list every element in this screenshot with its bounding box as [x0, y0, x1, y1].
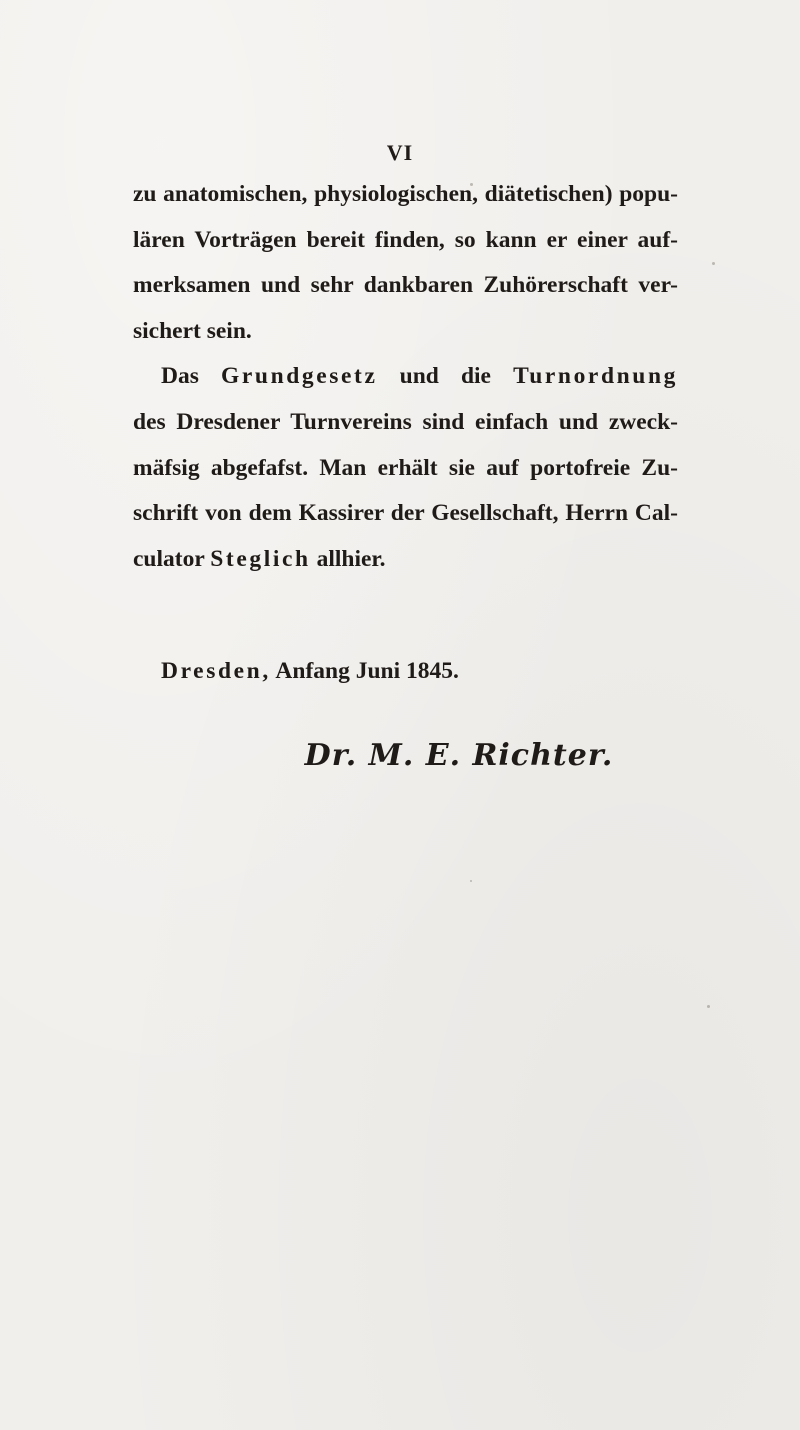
text-line: mäfsig abgefafst. Man erhält sie auf portofreie Zu-	[133, 454, 678, 481]
emphasized-word: Grundgesetz	[220, 363, 378, 390]
paper-speck	[470, 880, 472, 882]
signature: Dr. M. E. Richter.	[304, 738, 614, 773]
text-line: zu anatomischen, physiologischen, diätetischen) popu-	[133, 181, 678, 207]
text-line: lären Vorträgen bereit finden, so kann er einer auf-	[133, 226, 678, 253]
body-text	[133, 172, 678, 582]
text-line: schrift von dem Kassirer der Gesellschaft, Herrn Cal-	[133, 500, 678, 527]
text-fragment: und die	[399, 363, 491, 390]
text-line: des Dresdener Turnvereins sind einfach und zweck-	[133, 408, 678, 435]
paper-speck	[470, 183, 473, 186]
emphasized-word: Turnordnung	[513, 363, 678, 390]
text-fragment: allhier.	[316, 545, 386, 572]
text-line	[133, 537, 678, 583]
paper-speck	[712, 262, 715, 265]
emphasized-name: Steglich	[210, 545, 311, 572]
date-text: Anfang Juni 1845.	[275, 658, 459, 684]
text-fragment: culator	[133, 545, 205, 572]
text-line: sichert sein.	[133, 317, 252, 344]
page-number: VI	[386, 140, 414, 165]
place-name: Dresden,	[161, 658, 271, 684]
date-line	[161, 658, 459, 685]
text-fragment: Das	[161, 363, 199, 390]
paper-speck	[707, 1005, 710, 1008]
text-line: merksamen und sehr dankbaren Zuhörerschaft ver-	[133, 272, 678, 299]
text-line	[133, 354, 678, 400]
